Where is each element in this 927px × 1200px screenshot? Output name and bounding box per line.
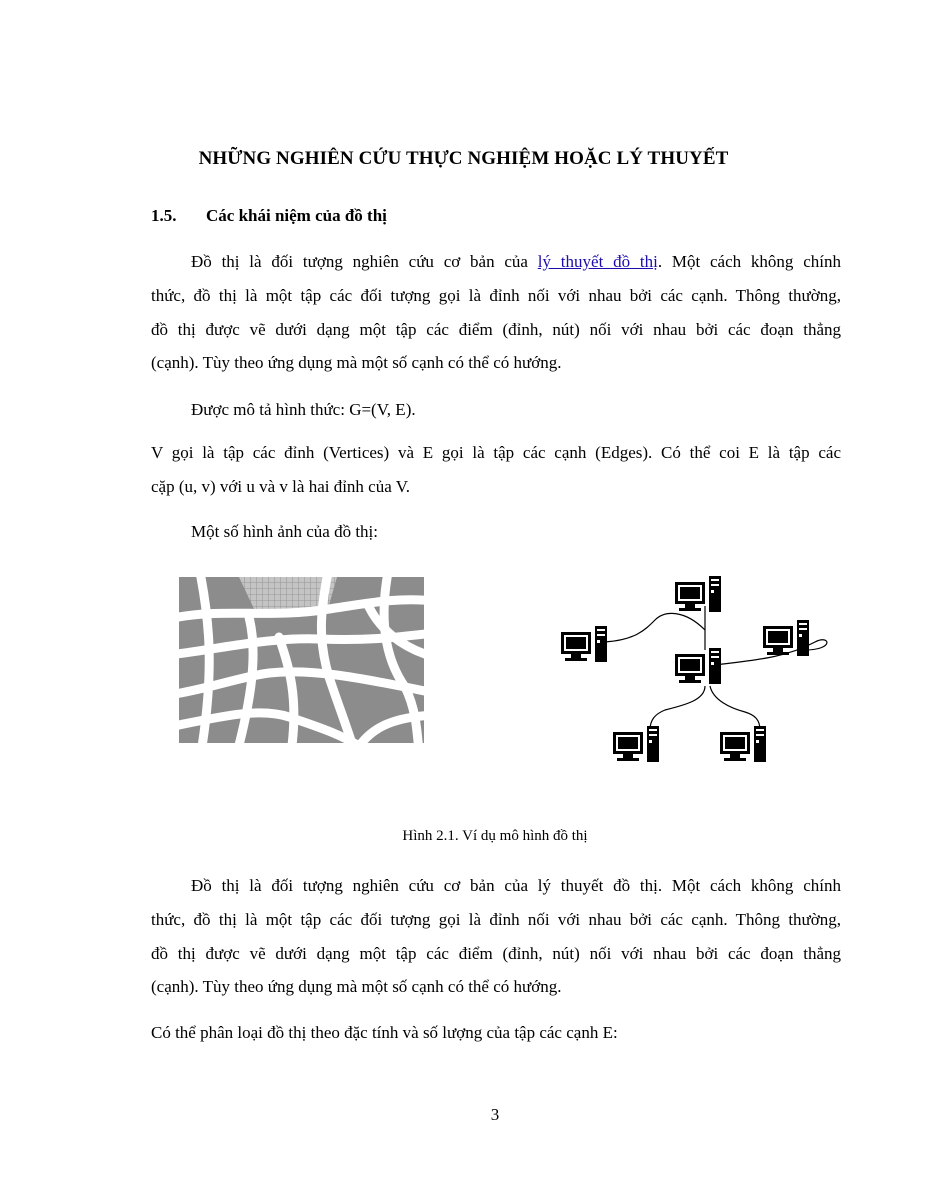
para3-line1: Đồ thị là đối tượng nghiên cứu cơ bản của lý thuyết đồ thị. Một cách không chính [191, 876, 841, 895]
figure-caption: Hình 2.1. Ví dụ mô hình đồ thị [402, 828, 588, 844]
computer-icon [561, 626, 607, 662]
para1-text-after-link: . Một cách không chính [657, 252, 841, 271]
page-heading: NHỮNG NGHIÊN CỨU THỰC NGHIỆM HOẶC LÝ THUYẾT [198, 148, 729, 169]
formal-definition: Được mô tả hình thức: G=(V, E). [191, 400, 416, 419]
section-title: Các khái niệm của đồ thị [206, 206, 387, 225]
computer-icon [613, 726, 659, 762]
classification-intro: Có thể phân loại đồ thị theo đặc tính và số lượng của tập các cạnh E: [151, 1023, 618, 1042]
para2-line1: V gọi là tập các đỉnh (Vertices) và E gọi là tập các cạnh (Edges). Có thể coi E là tập các [151, 443, 841, 462]
para3-line3: đồ thị được vẽ dưới dạng một tập các điểm (đỉnh, nút) nối với nhau bởi các đoạn thẳng [151, 944, 841, 963]
para2-line2: cặp (u, v) với u và v là hai đỉnh của V. [151, 477, 411, 496]
images-intro: Một số hình ảnh của đồ thị: [191, 522, 378, 541]
para3-line4: (cạnh). Tùy theo ứng dụng mà một số cạnh có thể có hướng. [151, 977, 562, 996]
street-map-figure [179, 577, 424, 743]
computer-icon [675, 648, 721, 684]
computer-icon [763, 620, 809, 656]
para1-line2: thức, đồ thị là một tập các đối tượng gọi là đỉnh nối với nhau bởi các cạnh. Thông thường, [151, 286, 841, 305]
page-number: 3 [490, 1105, 500, 1124]
computer-icon [675, 576, 721, 612]
para1-line3: đồ thị được vẽ dưới dạng một tập các điểm (đỉnh, nút) nối với nhau bởi các đoạn thẳng [151, 320, 841, 339]
computer-icon [720, 726, 766, 762]
para1-line1 [151, 252, 841, 272]
para1-line4: (cạnh). Tùy theo ứng dụng mà một số cạnh có thể có hướng. [151, 353, 562, 372]
graph-theory-link[interactable]: lý thuyết đồ thị [537, 252, 658, 271]
computer-network-figure [555, 570, 845, 766]
para1-text: Đồ thị là đối tượng nghiên cứu cơ bản của [191, 252, 538, 271]
para3-line2: thức, đồ thị là một tập các đối tượng gọi là đỉnh nối với nhau bởi các cạnh. Thông thường, [151, 910, 841, 929]
section-number: 1.5. [151, 206, 177, 225]
